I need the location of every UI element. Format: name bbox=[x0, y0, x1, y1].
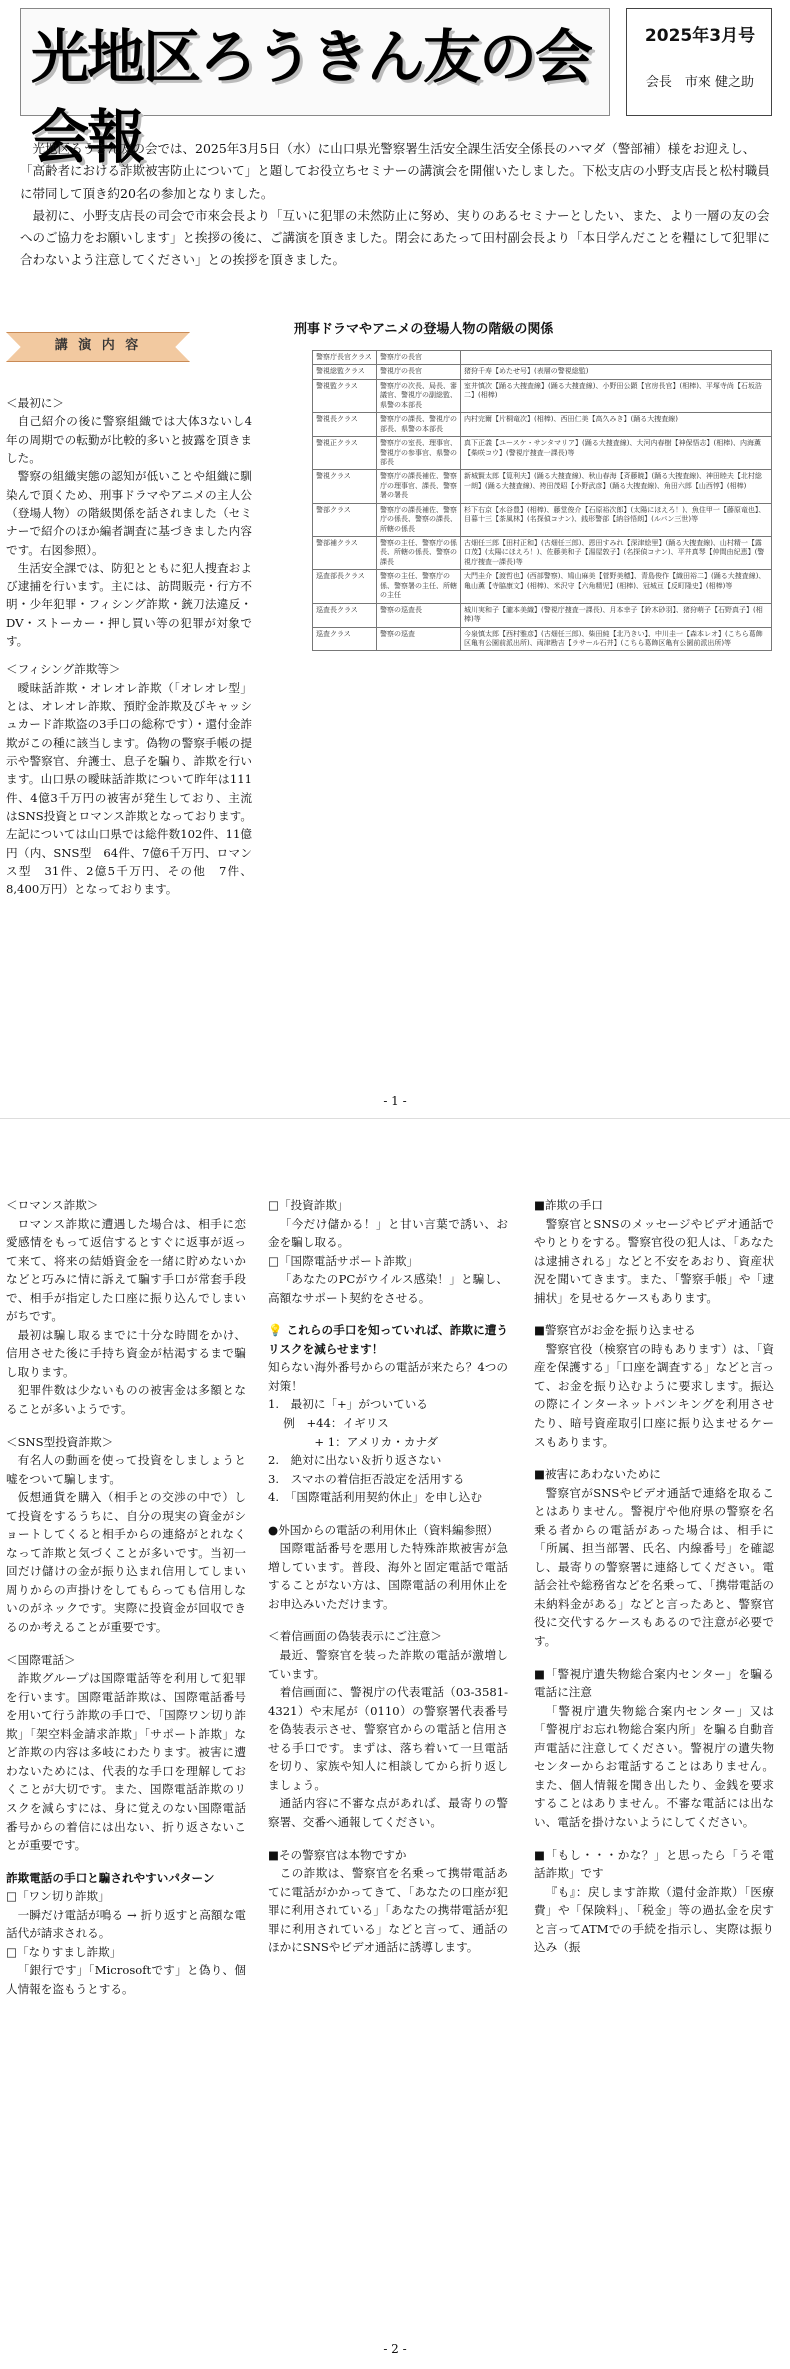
rank-cell: 警視監クラス bbox=[313, 379, 377, 412]
position-cell: 警察庁の室長、理事官、警視庁の参事官、県警の部長 bbox=[377, 437, 461, 470]
column-right bbox=[534, 1196, 774, 1971]
content-block bbox=[534, 1846, 774, 1957]
column-left bbox=[6, 1196, 246, 2012]
rank-cell: 巡査クラス bbox=[313, 627, 377, 651]
position-cell: 警察庁の課長補佐、警察庁の係長、警察の課長、所轄の係長 bbox=[377, 503, 461, 536]
table-row bbox=[313, 570, 772, 603]
rank-cell: 巡査長クラス bbox=[313, 603, 377, 627]
position-cell: 警察庁の課長補佐、警察庁の理事官、課長、警察署の署長 bbox=[377, 470, 461, 503]
rank-cell: 警視総監クラス bbox=[313, 365, 377, 379]
section-heading: □「ワン切り詐欺」 bbox=[6, 1889, 110, 1904]
body-paragraph: 「警視庁遺失物総合案内センター」又は「警視庁お忘れ物総合案内所」を騙る自動音声電話に注意してください。警視庁の遺失物センターからお電話することはありません。また、個人情報を聞き出したり、金銭を要求することはありません。不審な電話には出ない、電話を掛けないようにしてください。 bbox=[534, 1703, 774, 1829]
table-row bbox=[313, 379, 772, 412]
intro-paragraph: 最初に、小野支店長の司会で市來会長より「互いに犯罪の未然防止に努め、実りのあるセミナーとしたい、また、より一層の友の会へのご協力をお願いします」と挨拶の後に、ご講演を頂きました。閉会にあたって田村副会長より「本日学んだことを糧にして犯罪に合わないよう注意してください」との挨拶を頂きました。 bbox=[20, 207, 771, 268]
body-paragraph: 警察官とSNSのメッセージやビデオ通話でやりとりをする。警察官役の犯人は、「あなたは逮捕される」などと不安をあおり、資産状況を聞いてきます。また、「警察手帳」や「逮捕状」を見せるケースもあります。 bbox=[534, 1216, 774, 1305]
body-paragraph: 警察官がSNSやビデオ通話で連絡を取ることはありません。警視庁や他府県の警察を名乗る者からの電話があった場合は、相手に「所属、担当部署、氏名、内線番号」を確認し、最寄りの警察署に連絡してください。電話会社や総務省などを名乗って、「携帯電話の未納料金がある」などと言ったあと、警察官役に交代するケースもあるので注意が必要です。 bbox=[534, 1485, 774, 1649]
table-row bbox=[313, 503, 772, 536]
content-block bbox=[268, 1846, 508, 1957]
list-item: 例 +44：イギリス bbox=[268, 1416, 389, 1431]
content-block bbox=[534, 1465, 774, 1650]
masthead bbox=[20, 8, 610, 171]
intro-paragraph: 光地区ろうきん友の会では、2025年3月5日（水）に山口県光警察署生活安全課生活安全係長のハマダ（警部補）様をお迎えし、「高齢者における詐欺被害防止について」と題してお役立ちセミナーの講演会を開催いたしました。下松支店の小野支店長と松村職員に帯同して頂き約20名の参加となりました。 bbox=[20, 141, 770, 201]
section-heading: ■詐欺の手口 bbox=[534, 1198, 603, 1212]
body-paragraph: 曖昧話詐欺・オレオレ詐欺（「オレオレ型」とは、オレオレ詐欺、預貯金詐欺及びキャッシュカード詐欺盗の3手口の総称です）・還付金詐欺がこの種に該当します。偽物の警察手帳の提示や警察官、弁護士、息子を騙り、詐欺を行います。山口県の曖昧話詐欺について昨年は111件、4億3千万円の被害が発生しており、主流はSNS投資とロマンス詐欺となっております。左記については山口県では総件数102件、11億円（内、SNS型 64件、7億6千万円、ロマンス型 31件、2億5千万円、その他 7件、8,400万円）となっております。 bbox=[6, 680, 252, 897]
rank-cell: 警視クラス bbox=[313, 470, 377, 503]
rank-cell: 警視正クラス bbox=[313, 437, 377, 470]
body-paragraph: この詐欺は、警察官を名乗って携帯電話あてに電話がかかってきて、「あなたの口座が犯罪に利用されている」「あなたの携帯電話が犯罪に利用されている」などと言って、通話のほかにSNSやビデオ通話に誘導します。 bbox=[268, 1866, 508, 1955]
characters-cell: 内村完爾【片桐竜次】(相棒)、西田仁美【高久みき】(踊る大捜査線) bbox=[461, 413, 772, 437]
rank-cell: 警視長クラス bbox=[313, 413, 377, 437]
characters-cell: 古畑任三郎【田村正和】(古畑任三郎)、恩田すみれ【深津絵里】(踊る大捜査線)、山村精一【露口茂】(太陽にほえろ！)、佐藤美和子【湯屋敦子】(名探偵コナン)、平井真琴【仲間由紀恵】(警視庁捜査一課長)等 bbox=[461, 537, 772, 570]
section-heading: ＜ロマンス詐欺＞ bbox=[6, 1198, 99, 1212]
content-block bbox=[268, 1321, 508, 1506]
rank-table-title: 刑事ドラマやアニメの登場人物の階級の関係 bbox=[294, 322, 554, 337]
characters-cell: 大門圭介【渡哲也】(西部警察)、鳩山麻美【菅野美穂】、青島俊作【織田裕二】(踊る大捜査線)、亀山薫【寺脇康文】(相棒)、米沢守【六角精児】(相棒)、冠城亘【反町隆史】(相棒)等 bbox=[461, 570, 772, 603]
section-heading: ●外国からの電話の利用休止（資料編参照） bbox=[268, 1522, 499, 1537]
section-heading: ＜フィシング詐欺等＞ bbox=[6, 662, 121, 677]
characters-cell: 杉下右京【水谷豊】(相棒)、藤堂俊介【石原裕次郎】(太陽にほえろ！)、魚住甲一【藤原竜也】、目暮十三【茶風林】(名探偵コナン)、銭形警部【納谷悟朗】(ルパン三世)等 bbox=[461, 503, 772, 536]
section-heading: □「投資詐欺」 bbox=[268, 1198, 349, 1212]
list-item: 4. 「国際電話利用契約休止」を申し込む bbox=[268, 1490, 482, 1505]
section-heading: 💡 これらの手口を知っていれば、詐欺に遭うリスクを減らせます！ bbox=[268, 1323, 508, 1356]
section-heading: ■警察官がお金を振り込ませる bbox=[534, 1323, 696, 1338]
page-divider bbox=[0, 1118, 790, 1119]
position-cell: 警察の主任、警察庁の係長、所轄の係長、警察の課長 bbox=[377, 537, 461, 570]
position-cell: 警視庁の長官 bbox=[377, 365, 461, 379]
content-block bbox=[6, 1433, 246, 1637]
table-row bbox=[313, 365, 772, 379]
body-paragraph: 「今だけ儲かる！」と甘い言葉で誘い、お金を騙し取る。 bbox=[268, 1216, 508, 1250]
column-middle bbox=[268, 1196, 508, 1971]
body-paragraph: 生活安全課では、防犯とともに犯人捜査および逮捕を行います。主には、訪問販売・行方不明・少年犯罪・フィシング詐欺・銃刀法違反・DV・ストーカー・押し買い等の犯罪が対象です。 bbox=[6, 560, 252, 649]
characters-cell: 室井慎次【踊る大捜査線】(踊る大捜査線)、小野田公顕【官房長官】(相棒)、平塚寺尚【石坂浩二】(相棒) bbox=[461, 379, 772, 412]
characters-cell: 新城賢太郎【筧利夫】(踊る大捜査線)、秋山春海【斉藤暁】(踊る大捜査線)、神田睦夫【北村総一朗】(踊る大捜査線)、袴田茂昭【小野武彦】(踊る大捜査線)、角田六郎【山西惇】(相棒) bbox=[461, 470, 772, 503]
section-heading: ■「もし・・・かな？」と思ったら「うそ電話詐欺」です bbox=[534, 1847, 774, 1881]
content-block bbox=[268, 1196, 508, 1307]
table-row bbox=[313, 437, 772, 470]
body-paragraph: 犯罪件数は少ないものの被害金は多額となることが多いようです。 bbox=[6, 1383, 246, 1417]
position-cell: 警察庁の課長、警視庁の部長、県警の本部長 bbox=[377, 413, 461, 437]
position-cell: 警察の巡査 bbox=[377, 627, 461, 651]
content-block bbox=[534, 1665, 774, 1832]
section-heading: □「国際電話サポート詐欺」 bbox=[268, 1253, 419, 1268]
intro-section bbox=[20, 138, 772, 272]
list-item: + 1：アメリカ・カナダ bbox=[268, 1434, 439, 1449]
table-row bbox=[313, 627, 772, 651]
section-heading: ＜着信画面の偽装表示にご注意＞ bbox=[268, 1629, 442, 1644]
list-item: 知らない海外番号からの電話が来たら？4つの対策！ bbox=[268, 1360, 508, 1393]
section-heading: ＜SNS型投資詐欺＞ bbox=[6, 1434, 114, 1449]
body-paragraph: 自己紹介の後に警察組織では大体3ないし4年の周期での転勤が比較的多いと披露を頂きました。 bbox=[6, 414, 252, 465]
body-paragraph: 最近、警察官を装った詐欺の電話が激増しています。 bbox=[268, 1648, 508, 1681]
content-block bbox=[534, 1196, 774, 1307]
body-paragraph: 警察の組織実態の認知が低いことや組織に馴染んで頂くため、刑事ドラマやアニメの主人公（登場人物）の階級関係を話されました（セミナーで紹介のほか編者調査に基づきました内容です。右図参照）。 bbox=[6, 469, 252, 557]
body-paragraph: 通話内容に不審な点があれば、最寄りの警察署、交番へ通報してください。 bbox=[268, 1796, 508, 1829]
position-cell: 警察庁の次長、局長、審議官、警視庁の副総監、県警の本部長 bbox=[377, 379, 461, 412]
section-heading: ■被害にあわないために bbox=[534, 1467, 661, 1482]
list-item: 1. 最初に「+」がついている bbox=[268, 1397, 428, 1412]
body-paragraph: ロマンス詐欺に遭遇した場合は、相手に恋愛感情をもって返信するとすぐに返事が返って来て、将来の結婚資金を一緒に貯めないかなどと巧みに情に訴えて騙す手口が常套手段で、相手が指定した口座に振り込んでしまいがちです。 bbox=[6, 1216, 246, 1324]
list-item: 2. 絶対に出ない＆折り返さない bbox=[268, 1453, 442, 1468]
characters-cell: 城川実和子【瀧本美織】(警視庁捜査一課長)、月本幸子【鈴木砂羽】、猪狩萌子【石野真子】(相棒)等 bbox=[461, 603, 772, 627]
section-heading: ＜国際電話＞ bbox=[6, 1652, 76, 1667]
rank-cell: 警部補クラス bbox=[313, 537, 377, 570]
body-paragraph: 警察官役（検察官の時もあります）は、「資産を保護する」「口座を調査する」などと言って、お金を振り込むように要求します。振込の際にインターネットバンキングを利用させたり、暗号資産取引口座に振り込ませるケースもあります。 bbox=[534, 1341, 774, 1449]
position-cell: 警察庁の長官 bbox=[377, 351, 461, 365]
lecture-heading-label: 講 演 内 容 bbox=[54, 338, 142, 353]
content-block bbox=[6, 1651, 246, 1855]
body-paragraph: 「あなたのPCがウイルス感染！」と騙し、高額なサポート契約をさせる。 bbox=[268, 1272, 508, 1305]
section-heading: 詐欺電話の手口と騙されやすいパターン bbox=[6, 1870, 215, 1885]
position-cell: 警察の巡査長 bbox=[377, 603, 461, 627]
body-paragraph: 詐欺グループは国際電話等を利用して犯罪を行います。国際電話詐欺は、国際電話番号を用いて行う詐欺の手口で、「国際ワン切り詐欺」「架空料金請求詐欺」「サポート詐欺」など詐欺の内容は多岐にわたります。被害に遭わないためには、代表的な手口を理解しておくことが大切です。また、国際電話詐欺のリスクを減らすには、身に覚えのない国際電話番号からの着信には出ない、折り返さないことが重要です。 bbox=[6, 1671, 246, 1853]
section-heading: □「なりすまし詐欺」 bbox=[6, 1944, 122, 1959]
table-row bbox=[313, 351, 772, 365]
characters-cell bbox=[461, 351, 772, 365]
table-row bbox=[313, 470, 772, 503]
table-row bbox=[313, 603, 772, 627]
content-block bbox=[268, 1627, 508, 1831]
body-paragraph: 着信画面に、警視庁の代表電話（03-3581-4321）や末尾が（0110）の警察署代表番号を偽装表示させ、警察官からの電話と信用させる手口です。まずは、落ち着いて一旦電話を切り、家族や知人に相談してから折り返しましょう。 bbox=[268, 1685, 508, 1792]
rank-table bbox=[312, 350, 772, 651]
body-paragraph: 仮想通貨を購入（相手との交渉の中で）して投資をするうちに、自分の現実の資金がショートしてくると相手からの連絡がとれなくなって詐欺と気づくことが多いです。当初一回だけ儲けの金が振り込まれ信用してしまい周りからの声掛けをしてもらっても信用しないのがネックです。実際に投資金が回収できるのか考えることが重要です。 bbox=[6, 1490, 246, 1635]
lecture-heading-ribbon bbox=[6, 326, 190, 370]
position-cell: 警察の主任、警察庁の係、警察署の主任、所轄の主任 bbox=[377, 570, 461, 603]
rank-cell: 警察庁長官クラス bbox=[313, 351, 377, 365]
table-row bbox=[313, 537, 772, 570]
page-number: - 2 - bbox=[383, 2342, 407, 2356]
section-heading: ＜最初に＞ bbox=[6, 396, 64, 410]
table-row bbox=[313, 413, 772, 437]
body-paragraph: 国際電話番号を悪用した特殊詐欺被害が急増しています。普段、海外と固定電話で電話することがない方は、国際電話の利用休止をお申込みいただけます。 bbox=[268, 1541, 508, 1611]
issue-date: 2025年3月号 bbox=[644, 26, 756, 46]
characters-cell: 猪狩千寿【めたせ号】(表層の警視総監) bbox=[461, 365, 772, 379]
body-paragraph: 一瞬だけ電話が鳴る → 折り返すと高額な電話代が請求される。 bbox=[6, 1907, 246, 1941]
body-paragraph: 有名人の動画を使って投資をしましょうと嘘をついて騙します。 bbox=[6, 1453, 246, 1486]
lecture-column bbox=[6, 394, 252, 898]
section-heading: ■「警視庁遺失物総合案内センター」を騙る電話に注意 bbox=[534, 1666, 774, 1700]
content-block bbox=[6, 1869, 246, 1999]
content-block bbox=[268, 1521, 508, 1614]
content-block bbox=[534, 1321, 774, 1451]
issue-info-box bbox=[626, 8, 772, 116]
characters-cell: 真下正義【ユースケ・サンタマリア】(踊る大捜査線)、大河内春樹【神保悟志】(相棒)、内海薫【柴咲コウ】(警視庁捜査一課長)等 bbox=[461, 437, 772, 470]
characters-cell: 今泉慎太郎【西村雅彦】(古畑任三郎)、柴田純【北乃きい】、中川圭一【森本レオ】(こちら葛飾区亀有公園前派出所)、両津勘吉【ラサール石井】(こちら葛飾区亀有公園前派出所)等 bbox=[461, 627, 772, 651]
issue-author: 会長 市來 健之助 bbox=[645, 75, 755, 90]
newsletter-title: 光地区ろうきん友の会会報 bbox=[31, 23, 592, 171]
section-heading: ■その警察官は本物ですか bbox=[268, 1847, 407, 1862]
rank-cell: 巡査部長クラス bbox=[313, 570, 377, 603]
list-item: 3. スマホの着信拒否設定を活用する bbox=[268, 1471, 465, 1486]
body-paragraph: 最初は騙し取るまでに十分な時間をかけ、信用させた後に手持ち資金が枯渇するまで騙し取ります。 bbox=[6, 1327, 246, 1379]
body-paragraph: 「銀行です」「Microsoftです」と偽り、個人情報を盗もうとする。 bbox=[6, 1963, 246, 1996]
page-number: - 1 - bbox=[383, 1094, 407, 1108]
body-paragraph: 『も』：戻します詐欺（還付金詐欺）「医療費」や「保険料」、「税金」等の過払金を戻すと言ってATMでの手続を指示し、実際は振り込み（振 bbox=[534, 1884, 774, 1955]
content-block bbox=[6, 1196, 246, 1419]
rank-cell: 警部クラス bbox=[313, 503, 377, 536]
